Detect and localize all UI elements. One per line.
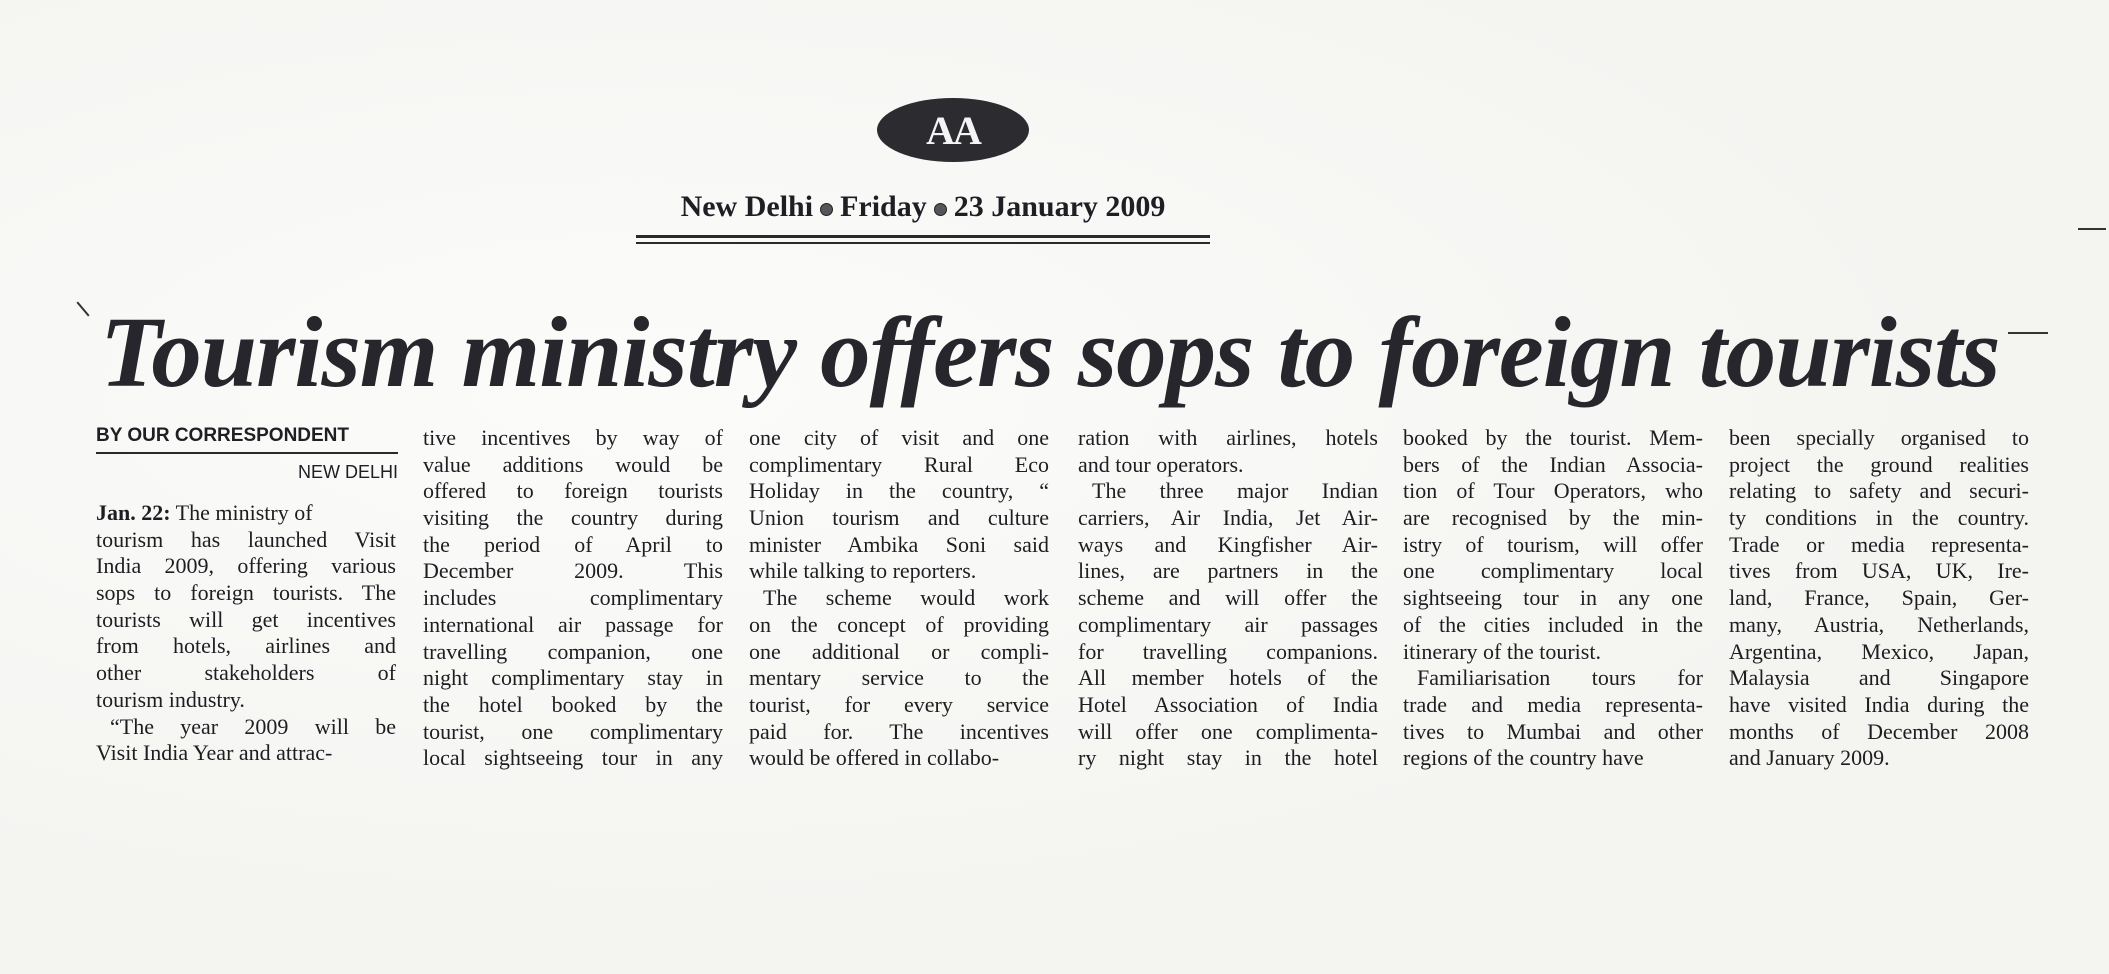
article-line: tourists will get incentives: [96, 606, 396, 632]
article-line: Trade or media representa-: [1729, 531, 2029, 557]
dateline-day: Friday: [840, 190, 927, 223]
scan-mark: [76, 301, 89, 316]
article-line: Malaysia and Singapore: [1729, 665, 2029, 691]
article-column-1: [96, 500, 396, 767]
article-line: The three major Indian: [1092, 478, 1378, 504]
article-line: paid for. The incentives: [749, 718, 1049, 744]
article-line: and tour operators.: [1078, 451, 1244, 477]
article-line: carriers, Air India, Jet Air-: [1078, 505, 1378, 531]
article-line: ry night stay in the hotel: [1078, 745, 1378, 771]
scan-mark: [2078, 228, 2106, 230]
article-line: ways and Kingfisher Air-: [1078, 531, 1378, 557]
article-line: are recognised by the min-: [1403, 505, 1703, 531]
article-line: ration with airlines, hotels: [1078, 425, 1378, 450]
article-column-4: [1078, 425, 1378, 772]
article-line: sops to foreign tourists. The: [96, 580, 396, 606]
article-line: will offer one complimenta-: [1078, 718, 1378, 744]
article-line: one additional or compli-: [749, 638, 1049, 664]
article-line: ty conditions in the country.: [1729, 505, 2029, 531]
article-line: tion of Tour Operators, who: [1403, 478, 1703, 504]
article-headline: Tourism ministry offers sops to foreign tourists: [100, 296, 2000, 408]
article-line: the hotel booked by the: [423, 691, 723, 717]
bullet-separator-icon: [934, 203, 947, 216]
article-line: tourism industry.: [96, 686, 245, 712]
article-line: India 2009, offering various: [96, 553, 396, 579]
article-line: local sightseeing tour in any: [423, 745, 723, 771]
article-line: while talking to reporters.: [749, 558, 977, 584]
article-line: sightseeing tour in any one: [1403, 585, 1703, 611]
byline-location: NEW DELHI: [297, 462, 398, 482]
byline-rule: [96, 452, 398, 454]
article-line: one city of visit and one: [749, 425, 1049, 450]
article-line: offered to foreign tourists: [423, 478, 723, 504]
article-line: value additions would be: [423, 451, 723, 477]
article-line: itinerary of the tourist.: [1403, 638, 1601, 664]
article-line: tourism has launched Visit: [96, 526, 396, 552]
article-column-5: [1403, 425, 1703, 772]
bullet-separator-icon: [820, 203, 833, 216]
article-line: one complimentary local: [1403, 558, 1703, 584]
article-date-lead: Jan. 22:: [96, 500, 171, 525]
article-line: complimentary air passages: [1078, 611, 1378, 637]
article-line: and January 2009.: [1729, 745, 1890, 771]
article-line: tourist, for every service: [749, 691, 1049, 717]
article-line: “The year 2009 will be: [110, 713, 396, 739]
article-line: would be offered in collabo-: [749, 745, 1000, 771]
article-line: Holiday in the country, “: [749, 478, 1049, 504]
logo-text: AA: [926, 107, 980, 153]
publication-logo: [877, 98, 1029, 162]
article-line: of the cities included in the: [1403, 611, 1703, 637]
article-line: minister Ambika Soni said: [749, 531, 1049, 557]
dateline: [636, 190, 1210, 224]
article-line: Visit India Year and attrac-: [96, 740, 333, 766]
dateline-rule-bottom: [636, 242, 1210, 244]
scan-mark: [2008, 332, 2048, 334]
article-line: the period of April to: [423, 531, 723, 557]
article-line: regions of the country have: [1403, 745, 1644, 771]
article-column-2: [423, 425, 723, 772]
article-line: mentary service to the: [749, 665, 1049, 691]
article-line: project the ground realities: [1729, 451, 2029, 477]
article-line: relating to safety and securi-: [1729, 478, 2029, 504]
article-column-6: [1729, 425, 2029, 772]
article-line: Hotel Association of India: [1078, 691, 1378, 717]
dateline-date: 23 January 2009: [953, 190, 1166, 223]
article-line: bers of the Indian Associa-: [1403, 451, 1703, 477]
byline: BY OUR CORRESPONDENT: [96, 425, 350, 446]
article-line: complimentary Rural Eco: [749, 451, 1049, 477]
article-line: many, Austria, Netherlands,: [1729, 611, 2029, 637]
dateline-city: New Delhi: [680, 190, 814, 223]
article-line: tourist, one complimentary: [423, 718, 723, 744]
article-line: tive incentives by way of: [423, 425, 723, 450]
article-line: [96, 500, 396, 527]
article-line: istry of tourism, will offer: [1403, 531, 1703, 557]
article-line: been specially organised to: [1729, 425, 2029, 450]
article-line: have visited India during the: [1729, 691, 2029, 717]
article-line: All member hotels of the: [1078, 665, 1378, 691]
article-line: The scheme would work: [763, 585, 1049, 611]
article-line: international air passage for: [423, 611, 723, 637]
article-line: includes complimentary: [423, 585, 723, 611]
article-line: land, France, Spain, Ger-: [1729, 585, 2029, 611]
article-line: tives from USA, UK, Ire-: [1729, 558, 2029, 584]
article-line: booked by the tourist. Mem-: [1403, 425, 1703, 450]
article-line: on the concept of providing: [749, 611, 1049, 637]
article-line: December 2009. This: [423, 558, 723, 584]
article-line: scheme and will offer the: [1078, 585, 1378, 611]
article-line: months of December 2008: [1729, 718, 2029, 744]
article-line: other stakeholders of: [96, 660, 396, 686]
article-line: lines, are partners in the: [1078, 558, 1378, 584]
article-line: Union tourism and culture: [749, 505, 1049, 531]
article-line: Argentina, Mexico, Japan,: [1729, 638, 2029, 664]
article-line: from hotels, airlines and: [96, 633, 396, 659]
article-line: Familiarisation tours for: [1417, 665, 1703, 691]
article-line: visiting the country during: [423, 505, 723, 531]
article-line-text: The ministry of: [170, 500, 313, 525]
dateline-rule-top: [636, 235, 1210, 238]
article-line: for travelling companions.: [1078, 638, 1378, 664]
article-line: travelling companion, one: [423, 638, 723, 664]
article-column-3: [749, 425, 1049, 772]
article-line: tives to Mumbai and other: [1403, 718, 1703, 744]
article-line: trade and media representa-: [1403, 691, 1703, 717]
article-line: night complimentary stay in: [423, 665, 723, 691]
